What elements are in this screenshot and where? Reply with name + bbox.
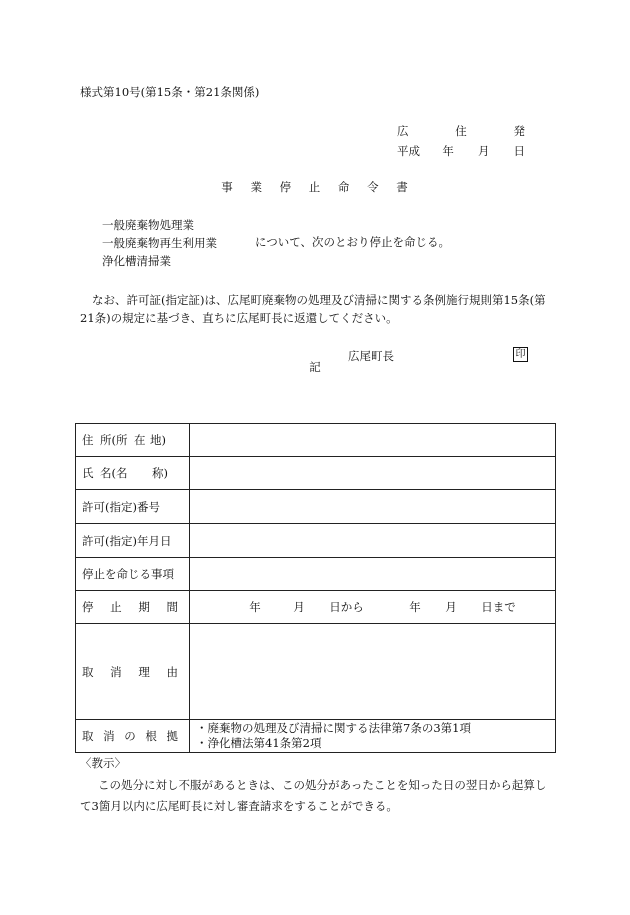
title-char: 令	[367, 180, 380, 194]
title-char: 命	[337, 180, 351, 194]
date-year-unit: 年	[442, 144, 454, 158]
title-char: 止	[308, 180, 322, 194]
label-char: 名(名	[100, 466, 128, 480]
issue-date	[397, 141, 525, 161]
address-label	[76, 424, 190, 457]
title-char: 業	[250, 180, 263, 194]
label-char: 拠	[166, 729, 178, 743]
permit-date-label: 許可(指定)年月日	[76, 524, 190, 558]
label-char: 住	[82, 433, 94, 447]
label-char: 取	[82, 729, 94, 743]
permit-date-value[interactable]	[190, 524, 556, 558]
title-char: 書	[396, 180, 409, 194]
label-char: 所(所	[100, 433, 128, 447]
mayor-name: 広尾町長	[348, 349, 394, 363]
table-row	[76, 558, 556, 591]
label-char: 止	[110, 600, 122, 614]
document-title	[0, 179, 630, 195]
business-type: 一般廃棄物再生利用業	[102, 236, 217, 250]
period-unit: 日まで	[481, 600, 516, 614]
table-row	[76, 591, 556, 624]
label-char: 由	[166, 664, 178, 679]
table-row	[76, 624, 556, 720]
label-char: 停	[82, 600, 94, 614]
suspension-item-value[interactable]	[190, 558, 556, 591]
instruction-text: この処分に対し不服があるときは、この処分があったことを知った日の翌日から起算して3箇月以内に広尾町長に対し審査請求をすることができる。	[80, 778, 547, 813]
reason-label	[76, 624, 190, 720]
permit-number-value[interactable]	[190, 490, 556, 524]
date-era: 平成	[397, 144, 420, 158]
label-char: 氏	[82, 466, 94, 480]
table-row	[76, 424, 556, 457]
label-char: の	[124, 729, 136, 743]
label-char: 消	[103, 729, 115, 743]
issuer-reference	[397, 121, 525, 141]
label-char: 消	[110, 664, 122, 679]
reason-value[interactable]	[190, 624, 556, 720]
label-char: 取	[82, 664, 94, 679]
basis-value	[190, 720, 556, 753]
form-number: 様式第10号(第15条・第21条関係)	[80, 85, 260, 99]
name-label	[76, 457, 190, 490]
instruction-label: 〈教示〉	[80, 756, 126, 770]
table-row	[76, 524, 556, 558]
period-value[interactable]	[190, 591, 556, 624]
address-value[interactable]	[190, 424, 556, 457]
period-unit: 月	[445, 600, 457, 614]
basis-item: ・浄化槽法第41条第2項	[196, 736, 322, 750]
return-notice: なお、許可証(指定証)は、広尾町廃棄物の処理及び清掃に関する条例施行規則第15条(第21条)の規定に基づき、直ちに広尾町長に返還してください。	[80, 293, 546, 325]
basis-label	[76, 720, 190, 753]
title-char: 停	[279, 180, 293, 194]
basis-item: ・廃棄物の処理及び清掃に関する法律第7条の3第1項	[196, 721, 471, 735]
label-char: 期	[138, 600, 150, 614]
issuer-char: 発	[513, 124, 525, 138]
business-type: 一般廃棄物処理業	[102, 218, 194, 232]
period-unit: 日から	[329, 600, 364, 614]
label-char: 理	[138, 664, 150, 679]
label-char: 根	[145, 729, 157, 743]
order-text: について、次のとおり停止を命じる。	[255, 235, 451, 249]
suspension-item-label: 停止を命じる事項	[76, 558, 190, 591]
label-char: 在	[134, 433, 146, 447]
issuer-block	[397, 121, 525, 161]
details-table	[75, 423, 556, 753]
period-unit: 月	[293, 600, 305, 614]
table-row	[76, 457, 556, 490]
seal-box: 印	[513, 347, 528, 362]
label-char: 称)	[152, 466, 168, 480]
period-unit: 年	[409, 600, 421, 614]
title-char: 事	[221, 180, 234, 194]
business-type: 浄化槽清掃業	[102, 254, 171, 268]
label-char: 間	[166, 600, 178, 614]
label-char: 地)	[150, 433, 166, 447]
issuer-char: 広	[397, 124, 409, 138]
date-day-unit: 日	[513, 144, 526, 158]
name-value[interactable]	[190, 457, 556, 490]
table-row	[76, 720, 556, 753]
date-month-unit: 月	[477, 144, 490, 158]
table-row	[76, 490, 556, 524]
issuer-char: 住	[455, 124, 467, 138]
period-label	[76, 591, 190, 624]
ki-heading: 記	[309, 360, 321, 374]
business-type-list	[102, 216, 217, 270]
period-unit: 年	[249, 600, 261, 614]
permit-number-label: 許可(指定)番号	[76, 490, 190, 524]
